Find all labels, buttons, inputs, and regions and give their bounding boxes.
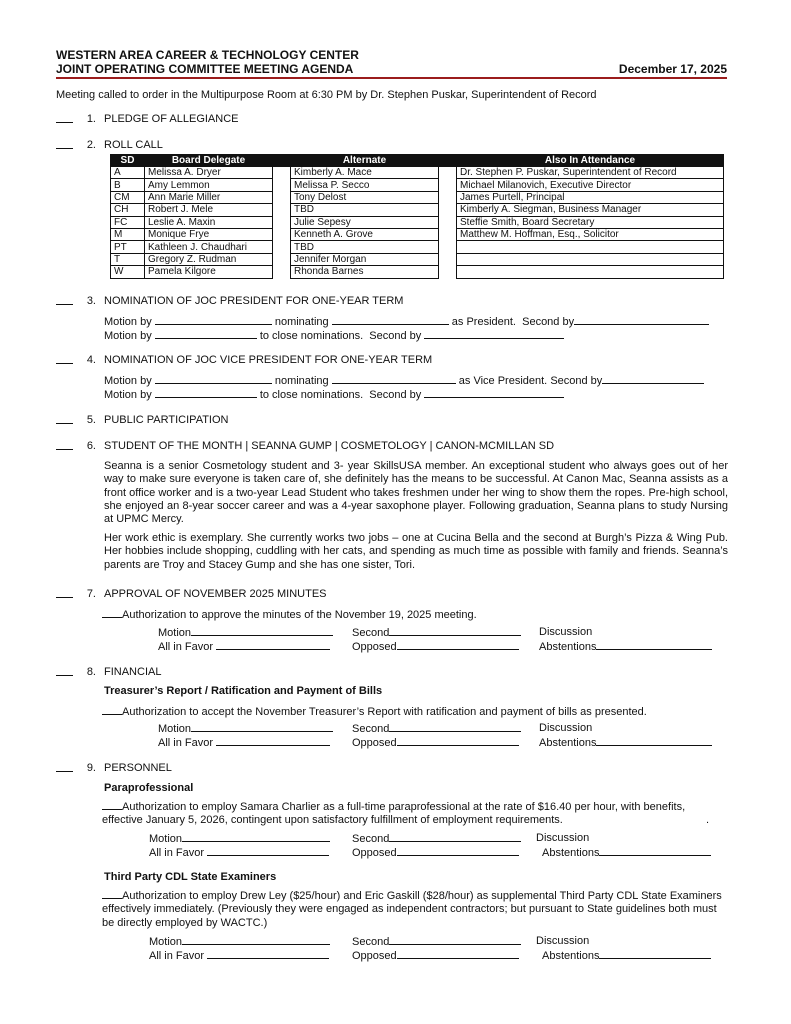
vote-row-1b bbox=[352, 832, 521, 845]
checkoff-blank[interactable] bbox=[102, 800, 122, 810]
favor-label: All in Favor bbox=[158, 641, 214, 653]
roll-gap-cell bbox=[439, 228, 457, 240]
call-to-order: Meeting called to order in the Multipurpose Room at 6:30 PM by Dr. Stephen Puskar, Superintendent of Record bbox=[56, 89, 597, 101]
favor-label: All in Favor bbox=[149, 950, 205, 962]
student-paragraph-1: Seanna is a senior Cosmetology student and 3- year SkillsUSA member. An exceptional student who always goes out of her way to make sure everyone is taken care of, she definitely has the means to be successful. At Canon Mac, Seanna assists as a front office worker and is a two-year Lead Student who takes freshmen under her wing to show them the ropes. Pre-high school, she enjoyed an 8-year soccer career and was a 4-year saxophone player. Following graduation, Seanna plans to study Nursing at UPMC Mercy. bbox=[104, 460, 728, 526]
organization-name: WESTERN AREA CAREER & TECHNOLOGY CENTER bbox=[56, 48, 359, 62]
vote-row-2 bbox=[158, 736, 330, 749]
motion-label: Motion bbox=[149, 936, 183, 948]
discussion-label: Discussion bbox=[539, 626, 593, 638]
second-label: Second bbox=[352, 833, 390, 845]
roll-attendance-cell: Steffie Smith, Board Secretary bbox=[457, 216, 724, 228]
item-title: PUBLIC PARTICIPATION bbox=[104, 414, 229, 426]
financial-authorization bbox=[102, 705, 726, 719]
item-title: NOMINATION OF JOC VICE PRESIDENT FOR ONE-YEAR TERM bbox=[104, 354, 433, 366]
opposed-label: Opposed bbox=[352, 950, 397, 962]
checkoff-blank bbox=[56, 771, 73, 772]
paraprofessional-subhead: Paraprofessional bbox=[104, 782, 194, 794]
vote-row-2b bbox=[352, 640, 519, 653]
roll-alternate-cell: TBD bbox=[291, 241, 439, 253]
blank-field[interactable] bbox=[389, 832, 521, 842]
header-alternate: Alternate bbox=[291, 155, 439, 167]
vote-row-1b bbox=[352, 626, 521, 639]
roll-alternate-cell: Julie Sepesy bbox=[291, 216, 439, 228]
roll-alternate-cell: Rhonda Barnes bbox=[291, 266, 439, 278]
vote-row-1b bbox=[352, 722, 521, 735]
vote-row-1 bbox=[149, 935, 330, 948]
vote-row-2c bbox=[539, 640, 712, 653]
checkoff-blank bbox=[56, 597, 73, 598]
vote-row-2 bbox=[158, 640, 330, 653]
roll-sd-cell: CH bbox=[111, 204, 145, 216]
header-sd: SD bbox=[111, 155, 145, 167]
checkoff-blank bbox=[56, 675, 73, 676]
vote-row-1 bbox=[158, 626, 333, 639]
roll-gap-cell bbox=[273, 241, 291, 253]
motion-label: Motion bbox=[158, 627, 192, 639]
roll-delegate-cell: Robert J. Mele bbox=[145, 204, 273, 216]
trailing-period: . bbox=[706, 814, 710, 826]
roll-alternate-cell: Jennifer Morgan bbox=[291, 253, 439, 265]
roll-gap-cell bbox=[439, 167, 457, 179]
blank-field[interactable] bbox=[397, 949, 519, 959]
blank-field[interactable] bbox=[191, 626, 333, 636]
item-number: 6. bbox=[86, 440, 96, 452]
vote-row-1b bbox=[352, 935, 521, 948]
roll-sd-cell: B bbox=[111, 179, 145, 191]
abstentions-label: Abstentions bbox=[542, 847, 600, 859]
roll-attendance-cell: Kimberly A. Siegman, Business Manager bbox=[457, 204, 724, 216]
meeting-date: December 17, 2025 bbox=[618, 62, 727, 76]
label: Second by bbox=[550, 375, 603, 387]
blank-field[interactable] bbox=[207, 846, 329, 856]
blank-field[interactable] bbox=[602, 374, 704, 384]
blank-field[interactable] bbox=[596, 736, 712, 746]
roll-sd-cell: M bbox=[111, 228, 145, 240]
vote-row-2b bbox=[352, 949, 519, 962]
roll-gap-cell bbox=[439, 204, 457, 216]
item-number: 2. bbox=[86, 139, 96, 151]
label: nominating bbox=[274, 375, 329, 387]
blank-field[interactable] bbox=[216, 736, 330, 746]
abstentions-label: Abstentions bbox=[542, 950, 600, 962]
item-title: FINANCIAL bbox=[104, 666, 162, 678]
second-label: Second bbox=[352, 723, 390, 735]
roll-delegate-cell: Leslie A. Maxin bbox=[145, 216, 273, 228]
vp-motion-line bbox=[104, 374, 704, 387]
roll-row bbox=[111, 253, 724, 265]
blank-field[interactable] bbox=[182, 935, 330, 945]
authorization-text: Authorization to employ Samara Charlier as a full-time paraprofessional at the rate of $16.40 per hour, with benefits, effective January 5, 2026, contingent upon satisfactory fulfillment of employment requirements. bbox=[102, 801, 686, 827]
vote-row-2 bbox=[149, 846, 329, 859]
roll-sd-cell: CM bbox=[111, 191, 145, 203]
blank-field[interactable] bbox=[397, 736, 519, 746]
opposed-label: Opposed bbox=[352, 641, 397, 653]
vote-row-2c bbox=[542, 846, 711, 859]
roll-gap-cell bbox=[273, 167, 291, 179]
blank-field[interactable] bbox=[397, 846, 519, 856]
header-delegate: Board Delegate bbox=[145, 155, 273, 167]
blank-field[interactable] bbox=[424, 329, 564, 339]
blank-field[interactable] bbox=[599, 949, 711, 959]
opposed-label: Opposed bbox=[352, 737, 397, 749]
checkoff-blank bbox=[56, 122, 73, 123]
roll-row bbox=[111, 228, 724, 240]
roll-gap-cell bbox=[439, 253, 457, 265]
vp-close-line bbox=[104, 388, 564, 401]
item-number: 9. bbox=[86, 762, 96, 774]
header-gap bbox=[273, 155, 291, 167]
vote-row-2b bbox=[352, 846, 519, 859]
roll-gap-cell bbox=[439, 216, 457, 228]
cdl-subhead: Third Party CDL State Examiners bbox=[104, 871, 277, 883]
roll-sd-cell: PT bbox=[111, 241, 145, 253]
roll-row bbox=[111, 179, 724, 191]
checkoff-blank bbox=[56, 449, 73, 450]
roll-row bbox=[111, 241, 724, 253]
blank-field[interactable] bbox=[155, 388, 257, 398]
student-paragraph-2: Her work ethic is exemplary. She currently works two jobs – one at Cucina Bella and the second at Burgh’s Pizza & Wing Pub. Her hobbies include shopping, cuddling with her cats, and spending as much time as possible with family and friends. Seanna’s parents are Troy and Stacey Gump and she has one sister, Tori. bbox=[104, 532, 728, 571]
roll-sd-cell: W bbox=[111, 266, 145, 278]
cdl-authorization bbox=[102, 889, 726, 930]
roll-delegate-cell: Monique Frye bbox=[145, 228, 273, 240]
checkoff-blank bbox=[56, 148, 73, 149]
paraprofessional-authorization bbox=[102, 800, 726, 828]
roll-delegate-cell: Amy Lemmon bbox=[145, 179, 273, 191]
roll-gap-cell bbox=[273, 228, 291, 240]
blank-field[interactable] bbox=[155, 374, 272, 384]
checkoff-blank[interactable] bbox=[102, 705, 122, 715]
roll-alternate-cell: Kenneth A. Grove bbox=[291, 228, 439, 240]
roll-attendance-cell: Matthew M. Hoffman, Esq., Solicitor bbox=[457, 228, 724, 240]
roll-gap-cell bbox=[273, 266, 291, 278]
roll-delegate-cell: Kathleen J. Chaudhari bbox=[145, 241, 273, 253]
favor-label: All in Favor bbox=[158, 737, 214, 749]
vote-row-2b bbox=[352, 736, 519, 749]
label: Motion by bbox=[104, 316, 152, 328]
item-number: 8. bbox=[86, 666, 96, 678]
financial-subhead: Treasurer’s Report / Ratification and Payment of Bills bbox=[104, 685, 383, 697]
blank-field[interactable] bbox=[332, 315, 449, 325]
document-header bbox=[56, 48, 727, 76]
blank-field[interactable] bbox=[207, 949, 329, 959]
blank-field[interactable] bbox=[216, 640, 330, 650]
roll-gap-cell bbox=[439, 266, 457, 278]
authorization-text: Authorization to employ Drew Ley ($25/hour) and Eric Gaskill ($28/hour) as supplemental Third Party CDL State Examiners effectively immediately. (Previously they were engaged as independent contractors; but pursuant to State guidelines both must be directly employed by WACTC.) bbox=[102, 890, 722, 929]
item-number: 7. bbox=[86, 588, 96, 600]
vote-row-1c bbox=[539, 626, 592, 638]
roll-gap-cell bbox=[273, 216, 291, 228]
checkoff-blank bbox=[56, 363, 73, 364]
header-rule bbox=[56, 77, 727, 79]
roll-attendance-cell: Dr. Stephen P. Puskar, Superintendent of Record bbox=[457, 167, 724, 179]
roll-delegate-cell: Melissa A. Dryer bbox=[145, 167, 273, 179]
vote-row-2c bbox=[539, 736, 712, 749]
item-title: APPROVAL OF NOVEMBER 2025 MINUTES bbox=[104, 588, 327, 600]
second-label: Second bbox=[352, 936, 390, 948]
label: Motion by bbox=[104, 389, 152, 401]
agenda-title: JOINT OPERATING COMMITTEE MEETING AGENDA bbox=[56, 62, 354, 76]
roll-sd-cell: T bbox=[111, 253, 145, 265]
blank-field[interactable] bbox=[389, 935, 521, 945]
blank-field[interactable] bbox=[389, 626, 521, 636]
item-title: PLEDGE OF ALLEGIANCE bbox=[104, 113, 239, 125]
blank-field[interactable] bbox=[191, 722, 333, 732]
blank-field[interactable] bbox=[424, 388, 564, 398]
label: as President. bbox=[451, 316, 516, 328]
vote-row-2c bbox=[542, 949, 711, 962]
roll-delegate-cell: Ann Marie Miller bbox=[145, 191, 273, 203]
header-attendance: Also In Attendance bbox=[457, 155, 724, 167]
blank-field[interactable] bbox=[155, 315, 272, 325]
abstentions-label: Abstentions bbox=[539, 641, 597, 653]
minutes-authorization bbox=[102, 608, 726, 622]
vote-row-1 bbox=[158, 722, 333, 735]
checkoff-blank bbox=[56, 304, 73, 305]
item-title: PERSONNEL bbox=[104, 762, 172, 774]
label: to close nominations. bbox=[259, 389, 364, 401]
roll-gap-cell bbox=[439, 179, 457, 191]
vote-row-2 bbox=[149, 949, 329, 962]
label: Motion by bbox=[104, 330, 152, 342]
item-title: NOMINATION OF JOC PRESIDENT FOR ONE-YEAR TERM bbox=[104, 295, 404, 307]
label: Motion by bbox=[104, 375, 152, 387]
roll-sd-cell: A bbox=[111, 167, 145, 179]
blank-field[interactable] bbox=[397, 640, 519, 650]
label: as Vice President. bbox=[458, 375, 548, 387]
blank-field[interactable] bbox=[599, 846, 711, 856]
checkoff-blank[interactable] bbox=[102, 889, 122, 899]
roll-delegate-cell: Gregory Z. Rudman bbox=[145, 253, 273, 265]
roll-attendance-cell bbox=[457, 241, 724, 253]
roll-row bbox=[111, 266, 724, 278]
motion-label: Motion bbox=[158, 723, 192, 735]
item-number: 5. bbox=[86, 414, 96, 426]
roll-row bbox=[111, 191, 724, 203]
authorization-text: Authorization to approve the minutes of the November 19, 2025 meeting. bbox=[122, 609, 477, 621]
motion-label: Motion bbox=[149, 833, 183, 845]
discussion-label: Discussion bbox=[536, 832, 590, 844]
roll-sd-cell: FC bbox=[111, 216, 145, 228]
label: Second by bbox=[369, 389, 422, 401]
roll-attendance-cell bbox=[457, 253, 724, 265]
header-gap bbox=[439, 155, 457, 167]
roll-row bbox=[111, 167, 724, 179]
roll-gap-cell bbox=[273, 253, 291, 265]
blank-field[interactable] bbox=[155, 329, 257, 339]
abstentions-label: Abstentions bbox=[539, 737, 597, 749]
president-close-line bbox=[104, 329, 564, 342]
president-motion-line bbox=[104, 315, 709, 328]
roll-attendance-cell: Michael Milanovich, Executive Director bbox=[457, 179, 724, 191]
blank-field[interactable] bbox=[574, 315, 709, 325]
label: nominating bbox=[274, 316, 329, 328]
checkoff-blank[interactable] bbox=[102, 608, 122, 618]
roll-gap-cell bbox=[273, 191, 291, 203]
label: Second by bbox=[522, 316, 575, 328]
roll-gap-cell bbox=[439, 241, 457, 253]
checkoff-blank bbox=[56, 423, 73, 424]
roll-gap-cell bbox=[273, 204, 291, 216]
blank-field[interactable] bbox=[596, 640, 712, 650]
authorization-text: Authorization to accept the November Treasurer’s Report with ratification and payment of bills as presented. bbox=[122, 706, 647, 718]
blank-field[interactable] bbox=[389, 722, 521, 732]
roll-header-row bbox=[111, 155, 724, 167]
discussion-label: Discussion bbox=[536, 935, 590, 947]
item-number: 1. bbox=[86, 113, 96, 125]
second-label: Second bbox=[352, 627, 390, 639]
roll-attendance-cell bbox=[457, 266, 724, 278]
vote-row-1c bbox=[536, 832, 589, 844]
roll-call-table bbox=[110, 154, 724, 279]
vote-row-1c bbox=[539, 722, 592, 734]
roll-delegate-cell: Pamela Kilgore bbox=[145, 266, 273, 278]
favor-label: All in Favor bbox=[149, 847, 205, 859]
roll-gap-cell bbox=[439, 191, 457, 203]
roll-alternate-cell: TBD bbox=[291, 204, 439, 216]
item-title: STUDENT OF THE MONTH | SEANNA GUMP | COSMETOLOGY | CANON-MCMILLAN SD bbox=[104, 440, 555, 452]
vote-row-1c bbox=[536, 935, 589, 947]
item-title: ROLL CALL bbox=[104, 139, 163, 151]
roll-gap-cell bbox=[273, 179, 291, 191]
label: Second by bbox=[369, 330, 422, 342]
blank-field[interactable] bbox=[332, 374, 456, 384]
label: to close nominations. bbox=[259, 330, 364, 342]
roll-alternate-cell: Kimberly A. Mace bbox=[291, 167, 439, 179]
roll-alternate-cell: Tony Delost bbox=[291, 191, 439, 203]
blank-field[interactable] bbox=[182, 832, 330, 842]
roll-attendance-cell: James Purtell, Principal bbox=[457, 191, 724, 203]
opposed-label: Opposed bbox=[352, 847, 397, 859]
vote-row-1 bbox=[149, 832, 330, 845]
roll-row bbox=[111, 216, 724, 228]
roll-row bbox=[111, 204, 724, 216]
item-number: 3. bbox=[86, 295, 96, 307]
roll-alternate-cell: Melissa P. Secco bbox=[291, 179, 439, 191]
item-number: 4. bbox=[86, 354, 96, 366]
discussion-label: Discussion bbox=[539, 722, 593, 734]
